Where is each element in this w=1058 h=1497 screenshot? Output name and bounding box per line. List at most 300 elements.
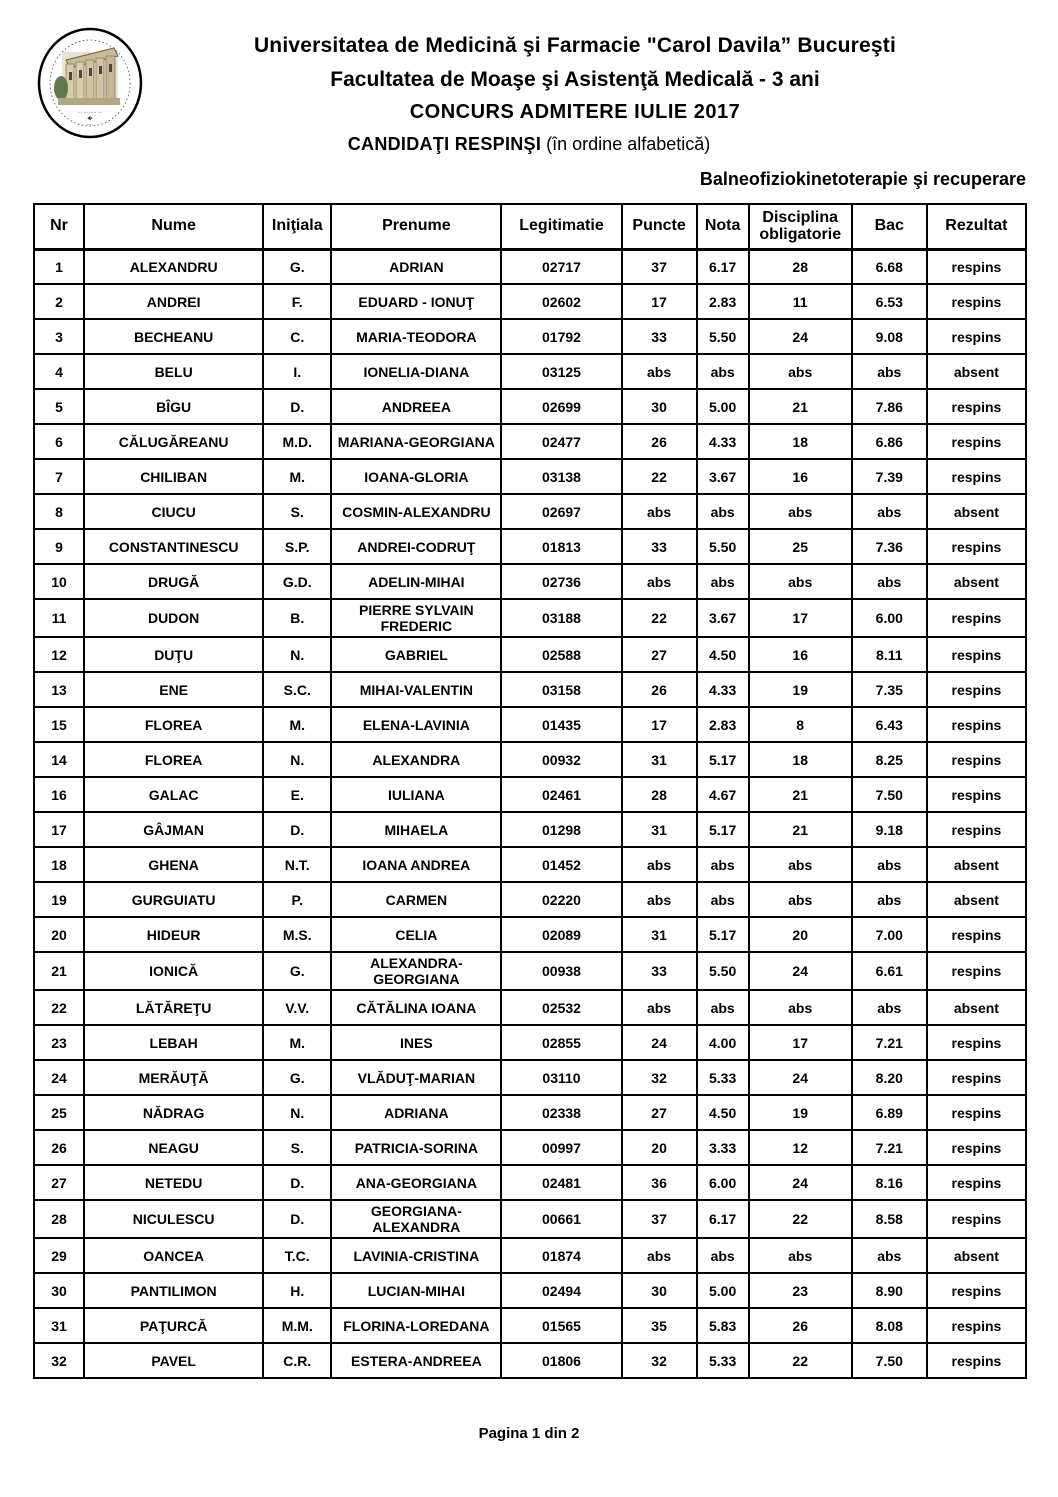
cell-prenume: IONELIA-DIANA <box>331 354 501 389</box>
cell-nume: NETEDU <box>84 1165 263 1200</box>
cell-nr: 9 <box>34 529 84 564</box>
cell-prenume: ELENA-LAVINIA <box>331 707 501 742</box>
cell-initiala: D. <box>263 389 331 424</box>
cell-bac: abs <box>852 847 927 882</box>
table-row <box>34 459 1026 494</box>
cell-disciplina: 24 <box>749 319 852 354</box>
cell-prenume: COSMIN-ALEXANDRU <box>331 494 501 529</box>
column-header-bac: Bac <box>852 204 927 249</box>
cell-prenume: MARIANA-GEORGIANA <box>331 424 501 459</box>
cell-initiala: C. <box>263 319 331 354</box>
column-header-rezultat: Rezultat <box>927 204 1026 249</box>
cell-legitimatie: 03158 <box>501 672 621 707</box>
cell-bac: 9.18 <box>852 812 927 847</box>
cell-disciplina: 24 <box>749 1060 852 1095</box>
cell-legitimatie: 02461 <box>501 777 621 812</box>
cell-prenume: ADRIANA <box>331 1095 501 1130</box>
cell-nota: 4.33 <box>697 672 749 707</box>
cell-initiala: C.R. <box>263 1343 331 1378</box>
cell-nume: FLOREA <box>84 707 263 742</box>
column-header-nr: Nr <box>34 204 84 249</box>
cell-prenume: ANDREEA <box>331 389 501 424</box>
cell-puncte: abs <box>622 494 697 529</box>
cell-prenume: ADRIAN <box>331 249 501 284</box>
table-row <box>34 424 1026 459</box>
cell-bac: 6.86 <box>852 424 927 459</box>
cell-nr: 24 <box>34 1060 84 1095</box>
contest-title: CONCURS ADMITERE IULIE 2017 <box>409 101 741 123</box>
cell-disciplina: 24 <box>749 1165 852 1200</box>
cell-legitimatie: 00661 <box>501 1200 621 1238</box>
cell-nota: abs <box>697 354 749 389</box>
cell-rezultat: respins <box>927 319 1026 354</box>
cell-disciplina: 12 <box>749 1130 852 1165</box>
column-header-nota: Nota <box>697 204 749 249</box>
cell-initiala: I. <box>263 354 331 389</box>
cell-prenume: CĂTĂLINA IOANA <box>331 990 501 1025</box>
cell-nr: 5 <box>34 389 84 424</box>
cell-nota: abs <box>697 990 749 1025</box>
cell-nume: LĂTĂREŢU <box>84 990 263 1025</box>
cell-rezultat: respins <box>927 389 1026 424</box>
cell-rezultat: respins <box>927 952 1026 990</box>
cell-nume: ALEXANDRU <box>84 249 263 284</box>
table-row <box>34 494 1026 529</box>
cell-nume: DUŢU <box>84 637 263 672</box>
table-row <box>34 284 1026 319</box>
cell-nume: DUDON <box>84 599 263 637</box>
cell-bac: 8.58 <box>852 1200 927 1238</box>
program-title: Balneofiziokinetoterapie şi recuperare <box>699 169 1026 189</box>
cell-bac: abs <box>852 990 927 1025</box>
cell-puncte: 33 <box>622 952 697 990</box>
cell-disciplina: 18 <box>749 742 852 777</box>
cell-puncte: 26 <box>622 424 697 459</box>
cell-bac: 7.50 <box>852 777 927 812</box>
cell-bac: 8.25 <box>852 742 927 777</box>
cell-puncte: abs <box>622 847 697 882</box>
cell-disciplina: 26 <box>749 1308 852 1343</box>
cell-nr: 30 <box>34 1273 84 1308</box>
cell-bac: 7.86 <box>852 389 927 424</box>
cell-nota: abs <box>697 847 749 882</box>
cell-nume: OANCEA <box>84 1238 263 1273</box>
cell-legitimatie: 00997 <box>501 1130 621 1165</box>
cell-nr: 2 <box>34 284 84 319</box>
cell-disciplina: 16 <box>749 459 852 494</box>
table-row <box>34 990 1026 1025</box>
cell-prenume: FLORINA-LOREDANA <box>331 1308 501 1343</box>
cell-nota: abs <box>697 494 749 529</box>
cell-initiala: P. <box>263 882 331 917</box>
cell-nume: IONICĂ <box>84 952 263 990</box>
cell-bac: 7.21 <box>852 1025 927 1060</box>
cell-nume: PAVEL <box>84 1343 263 1378</box>
table-row <box>34 1200 1026 1238</box>
cell-disciplina: 11 <box>749 284 852 319</box>
cell-puncte: 17 <box>622 284 697 319</box>
cell-legitimatie: 03110 <box>501 1060 621 1095</box>
cell-nota: 4.50 <box>697 1095 749 1130</box>
cell-prenume: MIHAI-VALENTIN <box>331 672 501 707</box>
cell-rezultat: respins <box>927 599 1026 637</box>
cell-nume: CONSTANTINESCU <box>84 529 263 564</box>
cell-legitimatie: 03125 <box>501 354 621 389</box>
cell-prenume: IOANA ANDREA <box>331 847 501 882</box>
cell-legitimatie: 02338 <box>501 1095 621 1130</box>
cell-legitimatie: 01298 <box>501 812 621 847</box>
cell-prenume: ANA-GEORGIANA <box>331 1165 501 1200</box>
cell-puncte: abs <box>622 882 697 917</box>
cell-rezultat: respins <box>927 529 1026 564</box>
cell-disciplina: abs <box>749 1238 852 1273</box>
cell-legitimatie: 01874 <box>501 1238 621 1273</box>
cell-bac: 7.00 <box>852 917 927 952</box>
cell-nr: 32 <box>34 1343 84 1378</box>
cell-nr: 25 <box>34 1095 84 1130</box>
cell-legitimatie: 01792 <box>501 319 621 354</box>
cell-legitimatie: 02736 <box>501 564 621 599</box>
cell-nota: 5.17 <box>697 812 749 847</box>
cell-initiala: E. <box>263 777 331 812</box>
cell-nr: 22 <box>34 990 84 1025</box>
cell-prenume: ALEXANDRA <box>331 742 501 777</box>
cell-nota: 5.33 <box>697 1060 749 1095</box>
cell-nota: abs <box>697 882 749 917</box>
cell-prenume: VLĂDUŢ-MARIAN <box>331 1060 501 1095</box>
results-table <box>33 203 1027 1379</box>
cell-rezultat: respins <box>927 1308 1026 1343</box>
cell-puncte: 31 <box>622 812 697 847</box>
cell-rezultat: respins <box>927 672 1026 707</box>
svg-text:··· ··· ····· ···: ··· ··· ····· ··· <box>77 111 103 116</box>
cell-rezultat: respins <box>927 1343 1026 1378</box>
cell-legitimatie: 02477 <box>501 424 621 459</box>
cell-nr: 18 <box>34 847 84 882</box>
cell-disciplina: 19 <box>749 1095 852 1130</box>
cell-legitimatie: 02588 <box>501 637 621 672</box>
cell-legitimatie: 00938 <box>501 952 621 990</box>
cell-bac: 8.16 <box>852 1165 927 1200</box>
cell-puncte: 22 <box>622 459 697 494</box>
table-row <box>34 529 1026 564</box>
table-row <box>34 882 1026 917</box>
cell-prenume: IOANA-GLORIA <box>331 459 501 494</box>
cell-bac: 6.89 <box>852 1095 927 1130</box>
cell-bac: 6.68 <box>852 249 927 284</box>
cell-initiala: N. <box>263 742 331 777</box>
cell-nr: 26 <box>34 1130 84 1165</box>
table-row <box>34 952 1026 990</box>
cell-nume: PAŢURCĂ <box>84 1308 263 1343</box>
cell-rezultat: absent <box>927 847 1026 882</box>
cell-initiala: B. <box>263 599 331 637</box>
table-row <box>34 847 1026 882</box>
cell-nume: GÂJMAN <box>84 812 263 847</box>
cell-prenume: MIHAELA <box>331 812 501 847</box>
cell-rezultat: respins <box>927 917 1026 952</box>
cell-rezultat: respins <box>927 637 1026 672</box>
cell-rezultat: absent <box>927 564 1026 599</box>
table-row <box>34 1308 1026 1343</box>
table-row <box>34 1165 1026 1200</box>
cell-bac: 9.08 <box>852 319 927 354</box>
cell-puncte: 22 <box>622 599 697 637</box>
cell-bac: 8.20 <box>852 1060 927 1095</box>
cell-initiala: G.D. <box>263 564 331 599</box>
cell-rezultat: respins <box>927 1165 1026 1200</box>
table-row <box>34 599 1026 637</box>
cell-nr: 16 <box>34 777 84 812</box>
table-row <box>34 389 1026 424</box>
cell-puncte: 32 <box>622 1343 697 1378</box>
cell-prenume: ADELIN-MIHAI <box>331 564 501 599</box>
cell-legitimatie: 01452 <box>501 847 621 882</box>
cell-nume: FLOREA <box>84 742 263 777</box>
cell-nr: 23 <box>34 1025 84 1060</box>
cell-nr: 6 <box>34 424 84 459</box>
cell-prenume: IULIANA <box>331 777 501 812</box>
cell-rezultat: absent <box>927 354 1026 389</box>
cell-nume: DRUGĂ <box>84 564 263 599</box>
cell-nota: 4.00 <box>697 1025 749 1060</box>
cell-puncte: 37 <box>622 249 697 284</box>
cell-puncte: 27 <box>622 1095 697 1130</box>
cell-initiala: N. <box>263 1095 331 1130</box>
cell-disciplina: 23 <box>749 1273 852 1308</box>
cell-legitimatie: 01565 <box>501 1308 621 1343</box>
cell-disciplina: 25 <box>749 529 852 564</box>
cell-legitimatie: 02717 <box>501 249 621 284</box>
cell-initiala: S.C. <box>263 672 331 707</box>
cell-bac: abs <box>852 882 927 917</box>
cell-puncte: 24 <box>622 1025 697 1060</box>
cell-nr: 11 <box>34 599 84 637</box>
cell-puncte: 31 <box>622 742 697 777</box>
table-row <box>34 1343 1026 1378</box>
cell-nume: CĂLUGĂREANU <box>84 424 263 459</box>
cell-legitimatie: 03138 <box>501 459 621 494</box>
cell-nr: 7 <box>34 459 84 494</box>
list-title-bold: CANDIDAŢI RESPINŞI <box>347 134 542 154</box>
cell-nota: 3.67 <box>697 599 749 637</box>
svg-text:·�·: ·�· <box>86 117 94 122</box>
cell-nota: 5.17 <box>697 742 749 777</box>
table-row <box>34 637 1026 672</box>
document-header <box>92 34 1058 124</box>
cell-nr: 21 <box>34 952 84 990</box>
cell-nota: 5.50 <box>697 952 749 990</box>
cell-nr: 31 <box>34 1308 84 1343</box>
cell-prenume: LAVINIA-CRISTINA <box>331 1238 501 1273</box>
cell-bac: 7.39 <box>852 459 927 494</box>
cell-puncte: 30 <box>622 1273 697 1308</box>
table-row <box>34 319 1026 354</box>
cell-initiala: M. <box>263 1025 331 1060</box>
cell-disciplina: 20 <box>749 917 852 952</box>
cell-rezultat: respins <box>927 1273 1026 1308</box>
cell-bac: 7.35 <box>852 672 927 707</box>
table-row <box>34 742 1026 777</box>
table-row <box>34 1095 1026 1130</box>
cell-legitimatie: 02089 <box>501 917 621 952</box>
cell-disciplina: 21 <box>749 389 852 424</box>
column-header-puncte: Puncte <box>622 204 697 249</box>
cell-puncte: 33 <box>622 529 697 564</box>
cell-initiala: G. <box>263 249 331 284</box>
cell-puncte: 37 <box>622 1200 697 1238</box>
cell-initiala: D. <box>263 1165 331 1200</box>
table-row <box>34 917 1026 952</box>
cell-rezultat: respins <box>927 424 1026 459</box>
table-row <box>34 1273 1026 1308</box>
cell-rezultat: respins <box>927 249 1026 284</box>
cell-disciplina: abs <box>749 882 852 917</box>
cell-initiala: N. <box>263 637 331 672</box>
cell-initiala: M.S. <box>263 917 331 952</box>
cell-legitimatie: 02699 <box>501 389 621 424</box>
cell-nume: CIUCU <box>84 494 263 529</box>
cell-disciplina: 17 <box>749 1025 852 1060</box>
cell-bac: 7.21 <box>852 1130 927 1165</box>
cell-prenume: INES <box>331 1025 501 1060</box>
cell-nota: 2.83 <box>697 707 749 742</box>
list-title <box>0 134 1058 155</box>
cell-nr: 14 <box>34 742 84 777</box>
cell-nota: 5.00 <box>697 1273 749 1308</box>
cell-nume: MERĂUŢĂ <box>84 1060 263 1095</box>
cell-bac: 8.11 <box>852 637 927 672</box>
cell-rezultat: respins <box>927 1095 1026 1130</box>
cell-legitimatie: 02220 <box>501 882 621 917</box>
cell-bac: 8.08 <box>852 1308 927 1343</box>
cell-nota: 5.17 <box>697 917 749 952</box>
cell-rezultat: respins <box>927 742 1026 777</box>
cell-bac: abs <box>852 494 927 529</box>
table-row <box>34 1025 1026 1060</box>
cell-initiala: N.T. <box>263 847 331 882</box>
cell-initiala: M. <box>263 707 331 742</box>
svg-text:····: ···· <box>86 122 94 128</box>
column-header-disciplina: Disciplina obligatorie <box>749 204 852 249</box>
cell-nr: 19 <box>34 882 84 917</box>
university-seal-icon <box>36 26 144 140</box>
cell-rezultat: respins <box>927 777 1026 812</box>
cell-initiala: G. <box>263 952 331 990</box>
cell-prenume: LUCIAN-MIHAI <box>331 1273 501 1308</box>
cell-nota: 3.33 <box>697 1130 749 1165</box>
header-row <box>34 204 1026 249</box>
column-header-legitimatie: Legitimatie <box>501 204 621 249</box>
cell-bac: abs <box>852 354 927 389</box>
cell-initiala: S.P. <box>263 529 331 564</box>
column-header-initiala: Iniţiala <box>263 204 331 249</box>
table-row <box>34 1238 1026 1273</box>
cell-disciplina: 28 <box>749 249 852 284</box>
cell-disciplina: 22 <box>749 1200 852 1238</box>
cell-nota: 5.33 <box>697 1343 749 1378</box>
table-row <box>34 249 1026 284</box>
cell-nota: 4.50 <box>697 637 749 672</box>
cell-nume: NEAGU <box>84 1130 263 1165</box>
cell-nr: 10 <box>34 564 84 599</box>
cell-puncte: 27 <box>622 637 697 672</box>
table-row <box>34 812 1026 847</box>
cell-legitimatie: 00932 <box>501 742 621 777</box>
cell-puncte: 28 <box>622 777 697 812</box>
cell-disciplina: abs <box>749 494 852 529</box>
cell-nr: 28 <box>34 1200 84 1238</box>
cell-puncte: 20 <box>622 1130 697 1165</box>
cell-prenume: ESTERA-ANDREEA <box>331 1343 501 1378</box>
results-table-header <box>34 204 1026 249</box>
cell-nume: ENE <box>84 672 263 707</box>
cell-puncte: 35 <box>622 1308 697 1343</box>
cell-initiala: S. <box>263 494 331 529</box>
cell-puncte: 26 <box>622 672 697 707</box>
cell-initiala: G. <box>263 1060 331 1095</box>
cell-rezultat: respins <box>927 1060 1026 1095</box>
cell-bac: 8.90 <box>852 1273 927 1308</box>
cell-bac: 7.36 <box>852 529 927 564</box>
cell-legitimatie: 02494 <box>501 1273 621 1308</box>
cell-rezultat: absent <box>927 990 1026 1025</box>
cell-rezultat: absent <box>927 494 1026 529</box>
cell-legitimatie: 02532 <box>501 990 621 1025</box>
cell-rezultat: absent <box>927 882 1026 917</box>
cell-nota: 4.33 <box>697 424 749 459</box>
cell-rezultat: respins <box>927 459 1026 494</box>
table-row <box>34 1130 1026 1165</box>
cell-disciplina: 21 <box>749 812 852 847</box>
cell-nr: 12 <box>34 637 84 672</box>
cell-nota: 3.67 <box>697 459 749 494</box>
cell-nume: GALAC <box>84 777 263 812</box>
cell-initiala: V.V. <box>263 990 331 1025</box>
cell-prenume: GEORGIANA-ALEXANDRA <box>331 1200 501 1238</box>
cell-nr: 8 <box>34 494 84 529</box>
cell-nume: GURGUIATU <box>84 882 263 917</box>
page-number: Pagina 1 din 2 <box>478 1425 580 1442</box>
cell-nume: GHENA <box>84 847 263 882</box>
cell-puncte: 32 <box>622 1060 697 1095</box>
cell-rezultat: respins <box>927 1130 1026 1165</box>
cell-nr: 27 <box>34 1165 84 1200</box>
table-row <box>34 777 1026 812</box>
cell-disciplina: 8 <box>749 707 852 742</box>
cell-nume: NICULESCU <box>84 1200 263 1238</box>
cell-prenume: ANDREI-CODRUŢ <box>331 529 501 564</box>
cell-legitimatie: 01435 <box>501 707 621 742</box>
cell-puncte: 31 <box>622 917 697 952</box>
cell-nota: 6.17 <box>697 249 749 284</box>
cell-bac: 6.61 <box>852 952 927 990</box>
cell-nota: abs <box>697 1238 749 1273</box>
cell-bac: abs <box>852 1238 927 1273</box>
cell-disciplina: abs <box>749 564 852 599</box>
cell-rezultat: respins <box>927 707 1026 742</box>
cell-disciplina: 22 <box>749 1343 852 1378</box>
cell-bac: abs <box>852 564 927 599</box>
cell-legitimatie: 02481 <box>501 1165 621 1200</box>
cell-disciplina: abs <box>749 354 852 389</box>
cell-nr: 13 <box>34 672 84 707</box>
cell-legitimatie: 01813 <box>501 529 621 564</box>
cell-nume: BECHEANU <box>84 319 263 354</box>
cell-initiala: S. <box>263 1130 331 1165</box>
cell-nota: 5.00 <box>697 389 749 424</box>
cell-rezultat: respins <box>927 812 1026 847</box>
